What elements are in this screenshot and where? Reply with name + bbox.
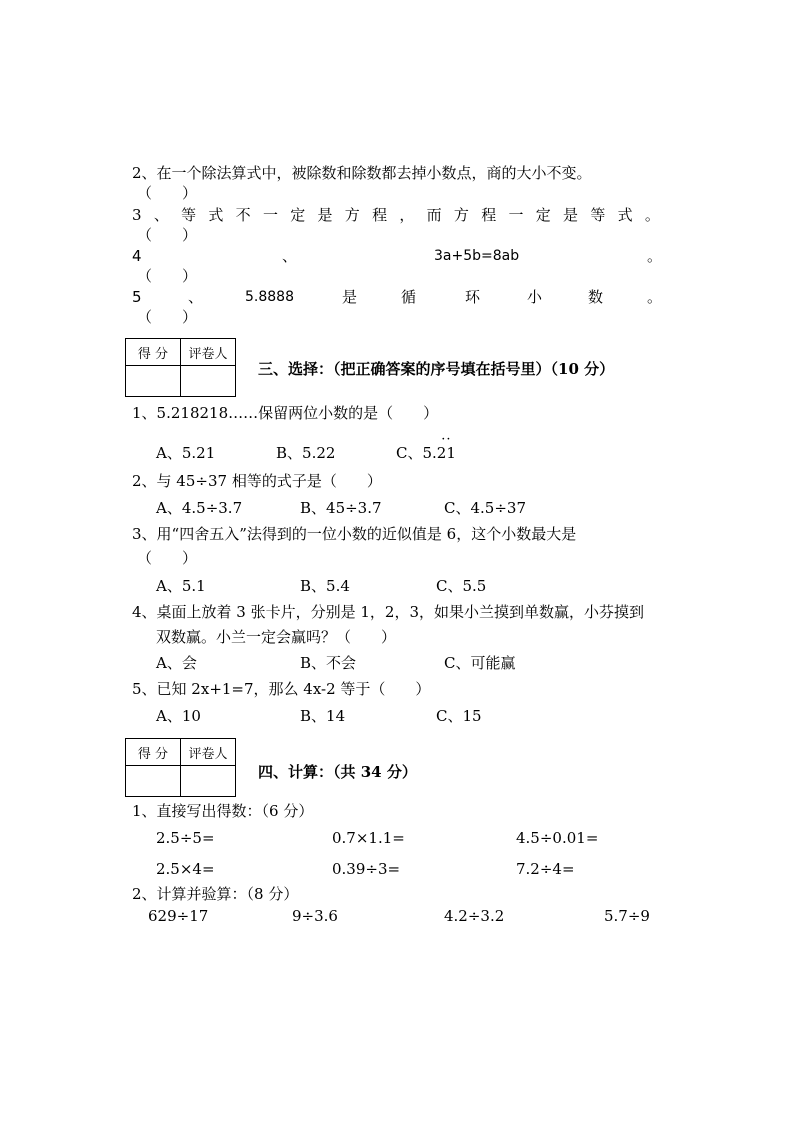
score-cell[interactable] bbox=[126, 766, 181, 797]
grader-label: 评卷人 bbox=[181, 339, 236, 366]
judge-paren-4: （ ） bbox=[137, 267, 198, 285]
section-3-title: 三、选择：（把正确答案的序号填在括号里）（10 分） bbox=[258, 360, 615, 378]
judge-item-4-sep: 、 bbox=[282, 247, 298, 265]
calc-q1-item: 4.5÷0.01= bbox=[516, 829, 599, 847]
repeating-dots: ·· bbox=[441, 432, 452, 447]
choice-q4-option-b[interactable]: B、不会 bbox=[300, 654, 357, 672]
judge-item-5-w5: 数 bbox=[588, 288, 604, 306]
score-label: 得 分 bbox=[126, 339, 181, 366]
calc-q2-item: 629÷17 bbox=[148, 907, 209, 925]
choice-q1-option-b[interactable]: B、5.22 bbox=[276, 444, 336, 462]
judge-item-5-sep: 、 bbox=[188, 288, 204, 306]
calc-q1-item: 0.39÷3= bbox=[332, 860, 401, 878]
choice-q4-stem: 4、桌面上放着 3 张卡片，分别是 1，2，3，如果小兰摸到单数赢，小芬摸到 bbox=[132, 603, 645, 621]
judge-item-5-w1: 是 bbox=[342, 288, 358, 306]
judge-item-5-w2: 循 bbox=[401, 288, 417, 306]
calc-q1-item: 7.2÷4= bbox=[516, 860, 575, 878]
judge-item-3: 3 、 等 式 不 一 定 是 方 程 ， 而 方 程 一 定 是 等 式 。 bbox=[132, 206, 660, 224]
choice-q3-option-b[interactable]: B、5.4 bbox=[300, 577, 350, 595]
repeating-digits: 21 bbox=[436, 444, 456, 462]
score-cell[interactable] bbox=[126, 366, 181, 397]
choice-q4-option-a[interactable]: A、会 bbox=[156, 654, 197, 672]
choice-q2-option-c[interactable]: C、4.5÷37 bbox=[444, 499, 526, 517]
calc-q1-stem: 1、直接写出得数：（6 分） bbox=[132, 802, 314, 820]
score-label: 得 分 bbox=[126, 739, 181, 766]
judge-item-5-num: 5 bbox=[132, 288, 142, 306]
choice-q3-stem: 3、用“四舍五入”法得到的一位小数的近似值是 6，这个小数最大是 bbox=[132, 525, 577, 543]
calc-q1-item: 0.7×1.1= bbox=[332, 829, 405, 847]
judge-paren-5: （ ） bbox=[137, 308, 198, 326]
calc-q1-item: 2.5÷5= bbox=[156, 829, 215, 847]
judge-item-4-expr: 3a+5b=8ab bbox=[434, 248, 520, 264]
choice-q2-option-a[interactable]: A、4.5÷3.7 bbox=[156, 499, 243, 517]
judge-paren-2: （ ） bbox=[137, 184, 198, 202]
judge-item-5-number: 5.8888 bbox=[245, 289, 294, 305]
choice-q5-option-b[interactable]: B、14 bbox=[300, 707, 346, 725]
judge-item-2: 2、在一个除法算式中，被除数和除数都去掉小数点，商的大小不变。 bbox=[132, 164, 592, 182]
choice-q5-option-a[interactable]: A、10 bbox=[156, 707, 201, 725]
choice-q5-option-c[interactable]: C、15 bbox=[436, 707, 482, 725]
choice-q1-stem: 1、5.218218……保留两位小数的是（ ） bbox=[132, 404, 439, 422]
judge-paren-3: （ ） bbox=[137, 226, 198, 244]
choice-q2-option-b[interactable]: B、45÷3.7 bbox=[300, 499, 382, 517]
grader-label: 评卷人 bbox=[181, 739, 236, 766]
choice-q2-stem: 2、与 45÷37 相等的式子是（ ） bbox=[132, 472, 382, 490]
choice-q3-paren: （ ） bbox=[137, 549, 198, 567]
calc-q2-item: 5.7÷9 bbox=[604, 907, 650, 925]
judge-item-5-w3: 环 bbox=[465, 288, 481, 306]
calc-q2-stem: 2、计算并验算：（8 分） bbox=[132, 885, 299, 903]
grader-cell[interactable] bbox=[181, 366, 236, 397]
grader-cell[interactable] bbox=[181, 766, 236, 797]
choice-q3-option-c[interactable]: C、5.5 bbox=[436, 577, 487, 595]
calc-q2-item: 4.2÷3.2 bbox=[444, 907, 505, 925]
score-box-section-4 bbox=[125, 738, 236, 797]
choice-q1-option-c[interactable]: C、5. ·· 21 bbox=[396, 432, 456, 462]
choice-q1-option-a[interactable]: A、5.21 bbox=[156, 444, 216, 462]
choice-q4-option-c[interactable]: C、可能赢 bbox=[444, 654, 516, 672]
judge-item-4-end: 。 bbox=[647, 247, 663, 265]
section-4-title: 四、计算：（共 34 分） bbox=[258, 763, 417, 781]
choice-q4-stem-cont: 双数赢。小兰一定会赢吗？（ ） bbox=[156, 628, 397, 646]
calc-q1-item: 2.5×4= bbox=[156, 860, 215, 878]
judge-item-5-w4: 小 bbox=[527, 288, 543, 306]
calc-q2-item: 9÷3.6 bbox=[292, 907, 338, 925]
choice-q3-option-a[interactable]: A、5.1 bbox=[156, 577, 206, 595]
judge-item-5-end: 。 bbox=[647, 288, 663, 306]
score-box-section-3 bbox=[125, 338, 236, 397]
judge-item-4-num: 4 bbox=[132, 247, 142, 265]
choice-q5-stem: 5、已知 2x+1=7，那么 4x-2 等于（ ） bbox=[132, 680, 431, 698]
